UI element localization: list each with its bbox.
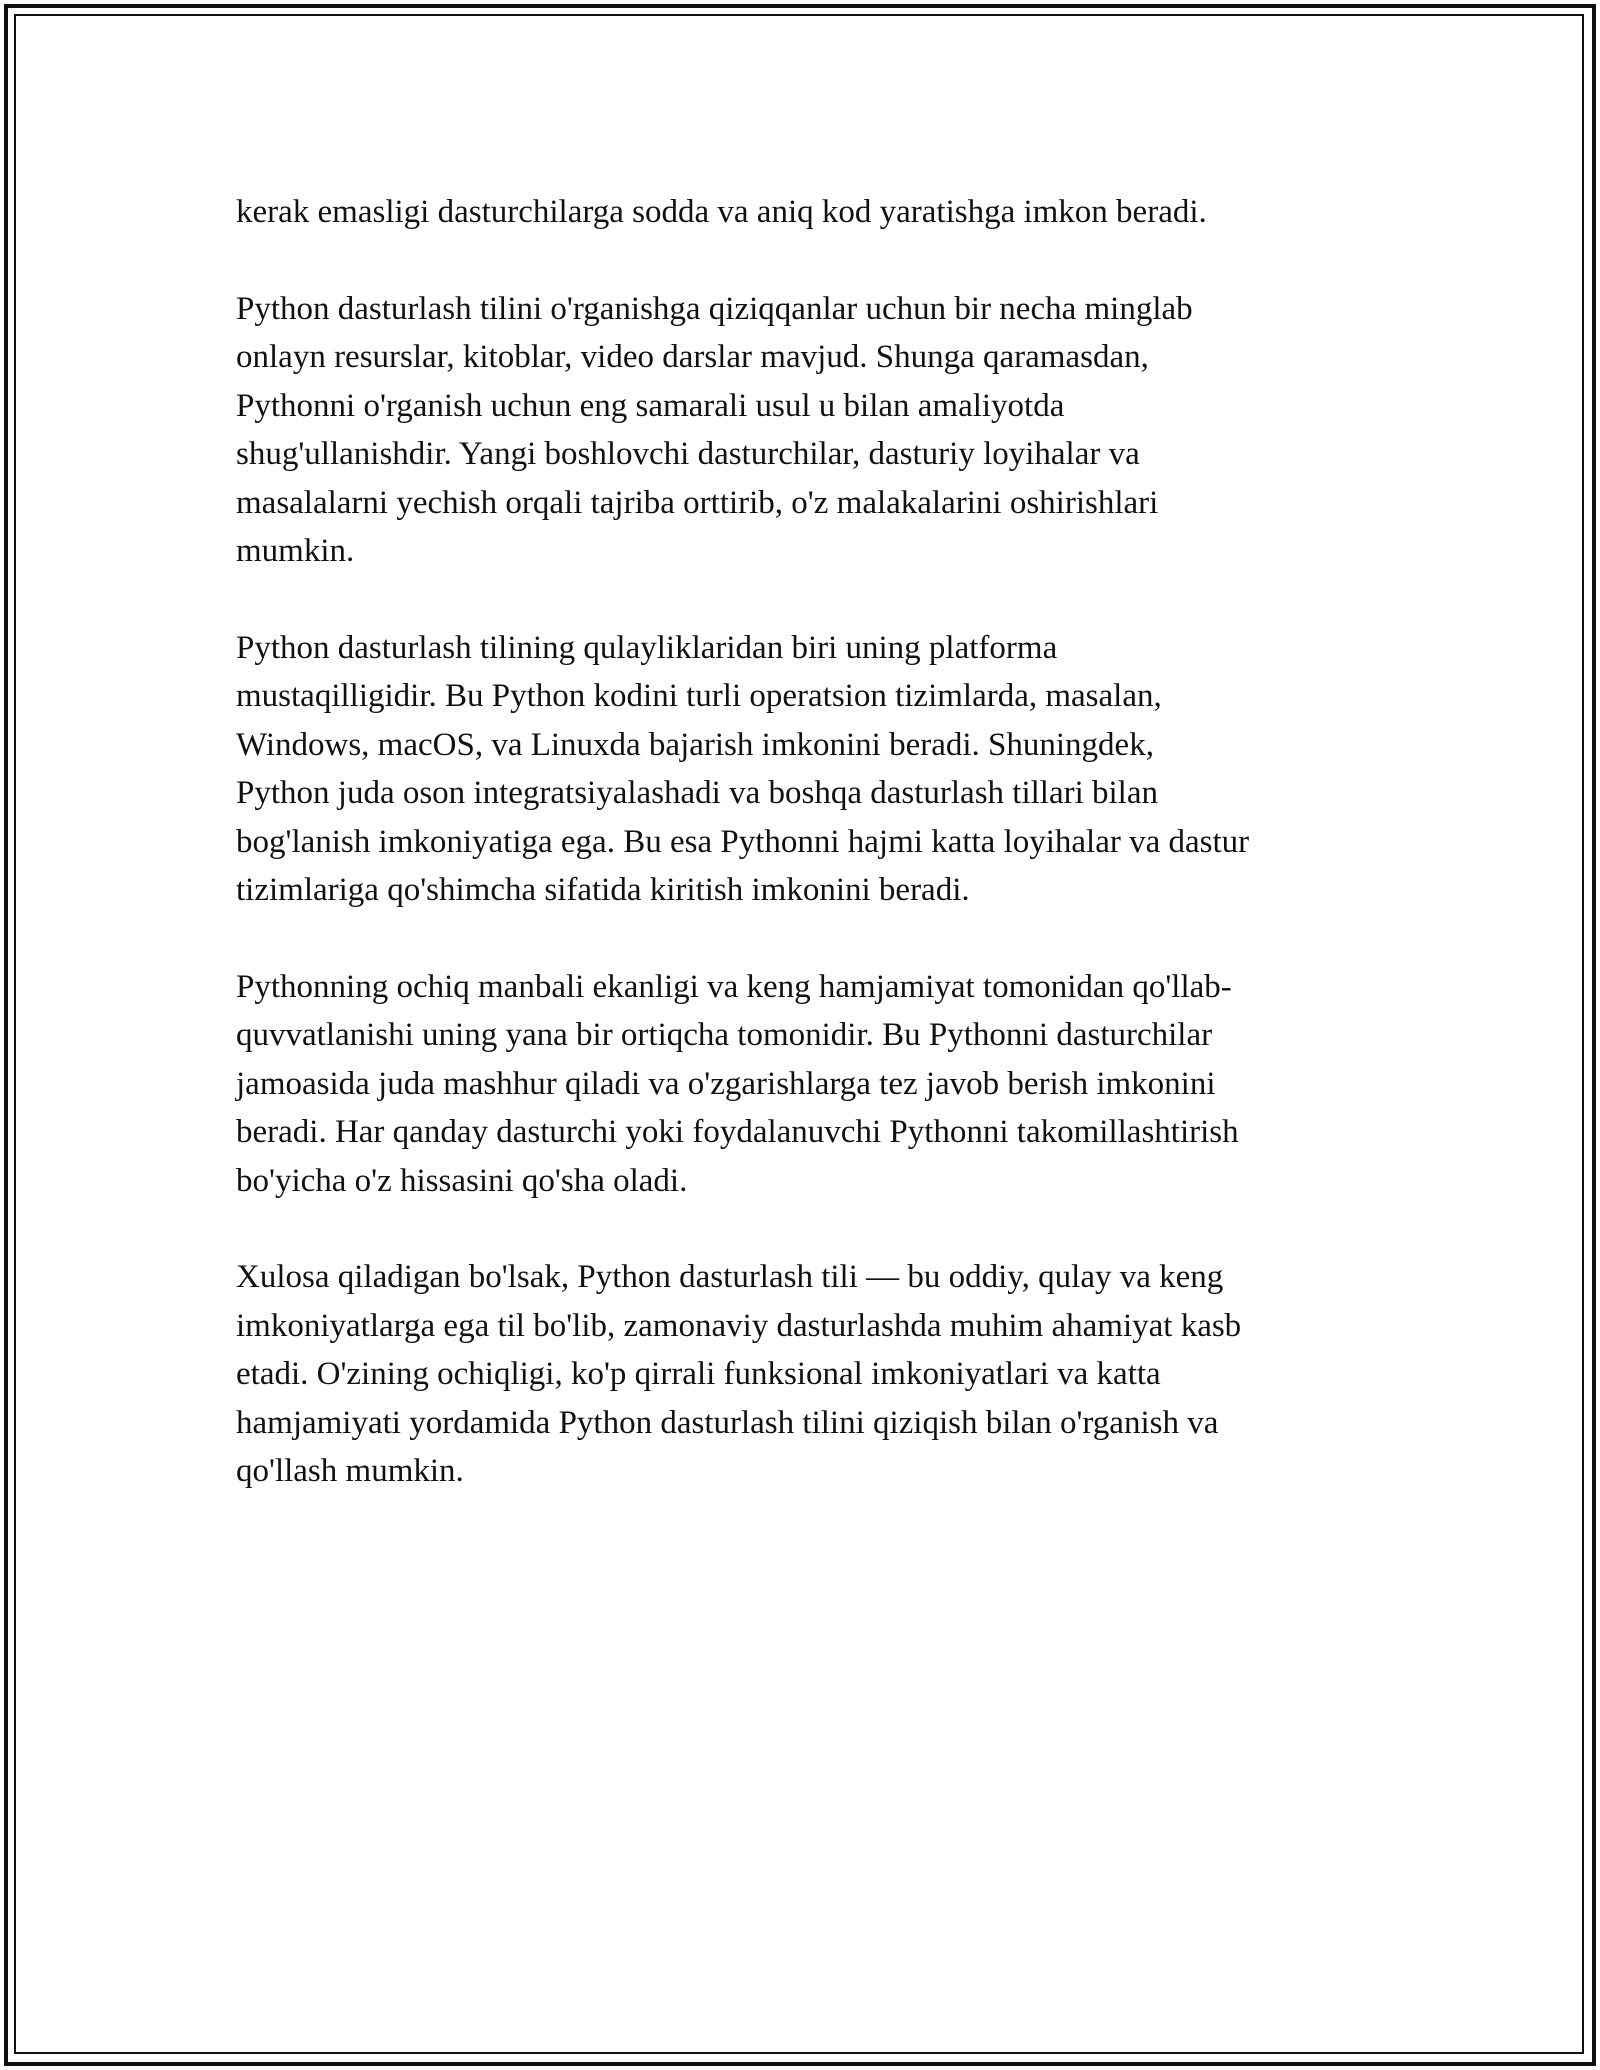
text-line: qo'llash mumkin. [236,1453,464,1489]
paragraph-2 [236,285,1364,576]
text-line: Pythonning ochiq manbali ekanligi va keng hamjamiyat tomonidan qo'llab- [236,968,1232,1005]
text-line: quvvatlanishi uning yana bir ortiqcha tomonidir. Bu Pythonni dasturchilar [236,1017,1213,1053]
paragraph-5 [236,1253,1364,1496]
text-line: Python juda oson integratsiyalashadi va boshqa dasturlash tillari bilan [236,775,1159,811]
text-line: shug'ullanishdir. Yangi boshlovchi dasturchilar, dasturiy loyihalar va [236,436,1140,472]
document-body [236,188,1364,1544]
text-line: Xulosa qiladigan bo'lsak, Python dasturlash tili — bu oddiy, qulay va keng [236,1259,1224,1295]
text-line: imkoniyatlarga ega til bo'lib, zamonaviy dasturlashda muhim ahamiyat kasb [236,1307,1242,1344]
text-line: kerak emasligi dasturchilarga sodda va aniq kod yaratishga imkon beradi. [236,194,1207,230]
text-line: bo'yicha o'z hissasini qo'sha oladi. [236,1162,688,1199]
text-line: Python dasturlash tilining qulayliklaridan biri uning platforma [236,629,1058,666]
text-line: Pythonni o'rganish uchun eng samarali usul u bilan amaliyotda [236,387,1065,424]
paragraph-1 [236,188,1364,237]
text-line: Windows, macOS, va Linuxda bajarish imkonini beradi. Shuningdek, [236,726,1154,763]
text-line: beradi. Har qanday dasturchi yoki foydalanuvchi Pythonni takomillashtirish [236,1114,1239,1150]
text-line: etadi. O'zining ochiqligi, ko'p qirrali funksional imkoniyatlari va katta [236,1356,1161,1392]
text-line: bog'lanish imkoniyatiga ega. Bu esa Pythonni hajmi katta loyihalar va dastur [236,823,1250,860]
text-line: mustaqilligidir. Bu Python kodini turli operatsion tizimlarda, masalan, [236,678,1162,714]
text-line: masalalarni yechish orqali tajriba orttirib, o'z malakalarini oshirishlari [236,484,1159,521]
text-line: mumkin. [236,533,355,569]
text-line: jamoasida juda mashhur qiladi va o'zgarishlarga tez javob berish imkonini [236,1065,1216,1102]
text-line: tizimlariga qo'shimcha sifatida kiritish imkonini beradi. [236,872,970,908]
text-line: onlayn resurslar, kitoblar, video darslar mavjud. Shunga qaramasdan, [236,339,1149,375]
paragraph-4 [236,963,1364,1206]
paragraph-3 [236,624,1364,915]
text-line: hamjamiyati yordamida Python dasturlash tilini qiziqish bilan o'rganish va [236,1404,1219,1441]
text-line: Python dasturlash tilini o'rganishga qiziqqanlar uchun bir necha minglab [236,290,1193,327]
